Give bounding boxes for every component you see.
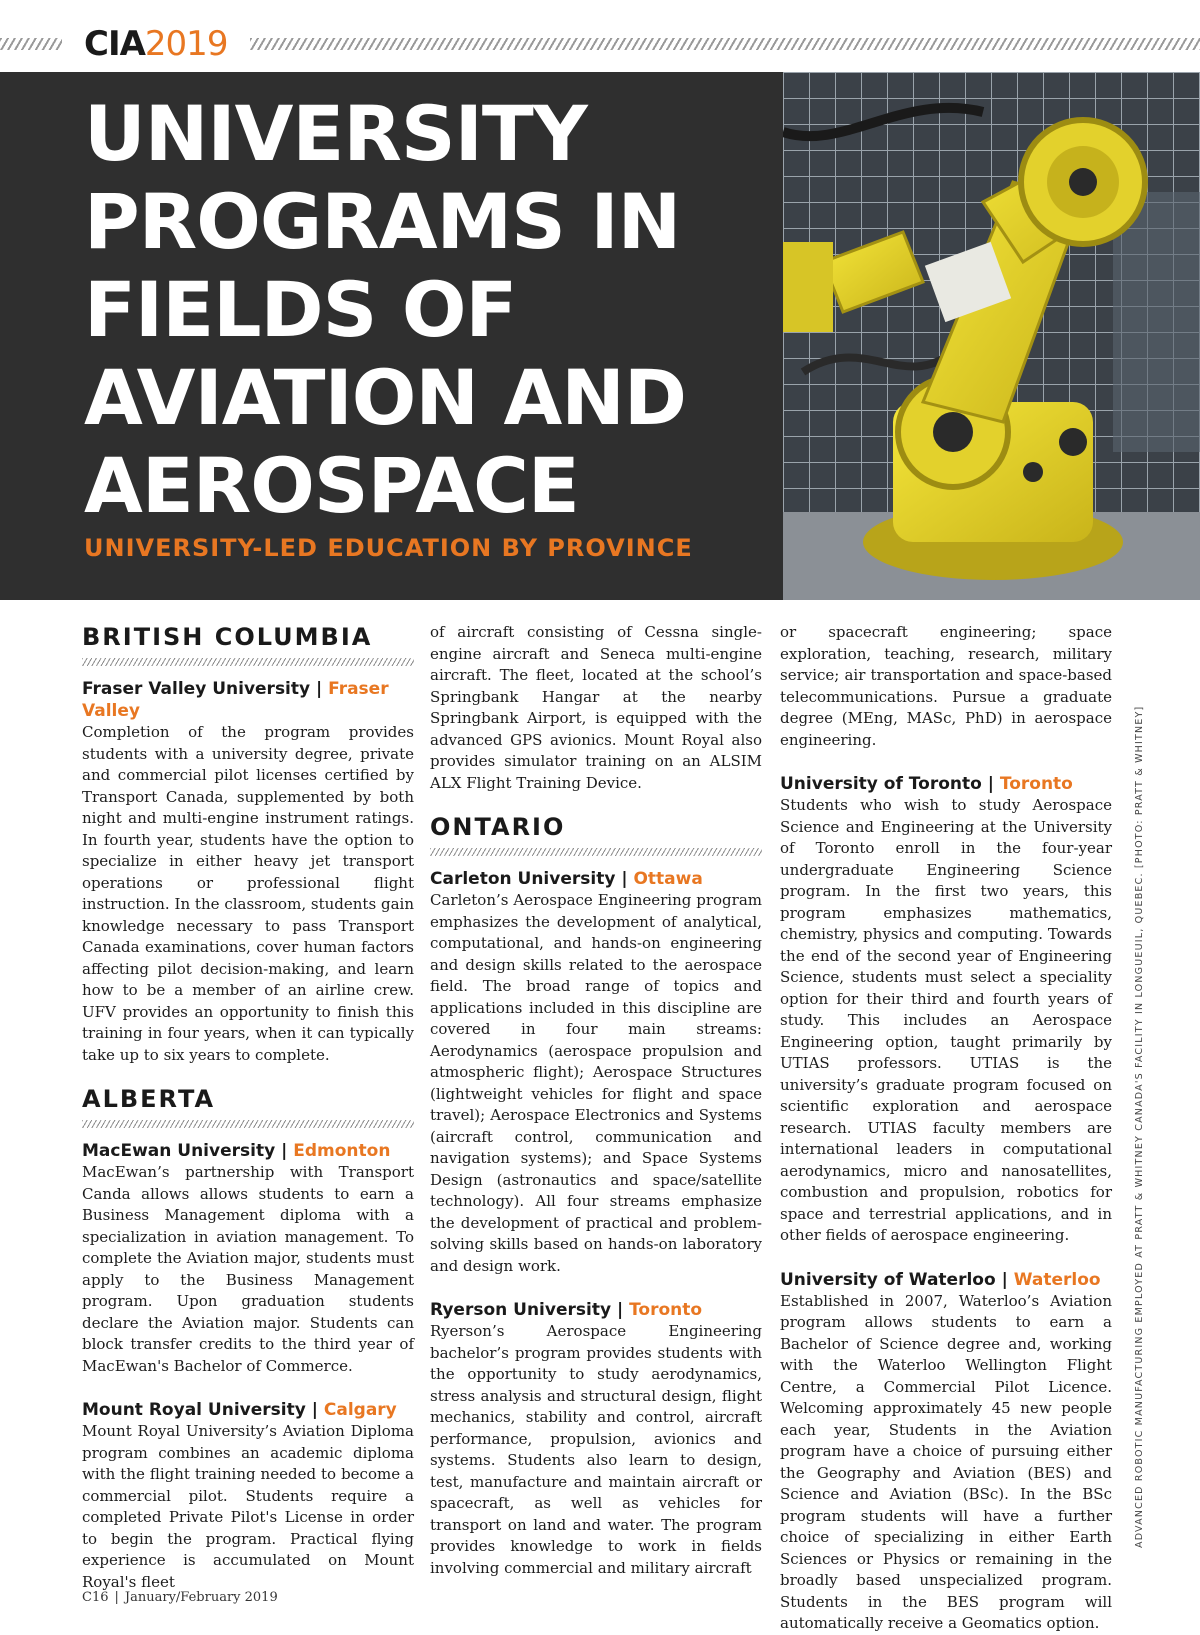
- spacer: [780, 751, 1112, 773]
- separator: |: [616, 1300, 624, 1320]
- article-column-2: [430, 622, 762, 1579]
- university-name: University of Waterloo: [780, 1269, 996, 1290]
- robotic-arm-photo: [783, 72, 1200, 600]
- article-column-1: [82, 622, 414, 1593]
- university-city: Toronto: [999, 774, 1073, 794]
- separator: |: [316, 679, 323, 699]
- page-title: UNIVERSITY PROGRAMS IN FIELDS OF AVIATION AND AEROSPACE: [84, 89, 686, 530]
- section-rule: [430, 848, 762, 856]
- province-heading-bc: BRITISH COLUMBIA: [82, 623, 373, 651]
- separator: |: [281, 1141, 288, 1161]
- page-footer: [82, 1590, 278, 1605]
- issue-date: January/February 2019: [124, 1590, 278, 1605]
- university-name: Ryerson University: [430, 1300, 612, 1320]
- separator: |: [987, 774, 994, 794]
- program-description: Completion of the program provides students with a university degree, private and commercial pilot licenses certified by Transport Canada, supplemented by both night and multi-engine instrument ratings. In fourth year, students have the option to specialize in either heavy jet transport operations or professional flight instruction. In the classroom, students gain knowledge necessary to pass Transport Canada examinations, cover human factors affecting pilot decision-making, and learn how to be a member of an airline crew. UFV provides an opportunity to finish this training in four years, when it can typically take up to six years to complete.: [82, 723, 414, 1064]
- university-name: Mount Royal University: [82, 1400, 306, 1420]
- university-city: Ottawa: [633, 869, 703, 889]
- university-city: Edmonton: [293, 1141, 391, 1161]
- footer-separator: |: [114, 1590, 119, 1605]
- program-description: Ryerson’s Aerospace Engineering bachelor’s program provides students with the opportunity to study aerodynamics, stress analysis and structural design, flight mechanics, stability and control, aircraft performance, propulsion, avionics and systems. Students also learn to design, test, manufacture and maintain aircraft or spacecraft, as well as vehicles for transport on land and water. The program provides knowledge to work in fields involving commercial and military aircraft: [430, 1322, 762, 1577]
- program-description: Mount Royal University’s Aviation Diploma program combines an academic diploma with the flight training needed to become a commercial pilot. Students require a completed Private Pilot's License in order to begin the program. Practical flying experience is accumulated on Mount Royal's fleet: [82, 1422, 414, 1591]
- university-name: Fraser Valley University: [82, 679, 311, 699]
- university-city: Fraser Valley: [82, 679, 389, 721]
- program-description: Students who wish to study Aerospace Science and Engineering at the University of Toronto enroll in the four-year undergraduate Engineering Science program. In the first two years, this program emphasizes mathematics, chemistry, physics and computing. Towards the end of the second year of Engineering Science, students must select a speciality option for their third and fourth years of study. This includes an Aerospace Engineering option, taught primarily by UTIAS professors. UTIAS is the university’s graduate program focused on scientific exploration and aerospace research. UTIAS faculty members are international leaders in computational aerodynamics, micro and nanosatellites, combustion and propulsion, robotics for space and terrestrial applications, and in other fields of aerospace engineering.: [780, 796, 1112, 1244]
- program-description: Carleton’s Aerospace Engineering program emphasizes the development of analytical, computational, and hands-on engineering and design skills related to the aerospace field. The broad range of topics and applications included in this discipline are covered in four main streams: Aerodynamics (aerospace propulsion and atmospheric flight); Aerospace Structures (lightweight vehicles for flight and space travel); Aerospace Electronics and Systems (aircraft control, communication and navigation systems); and Space Systems Design (astronautics and space/satellite technology). All four streams emphasize the development of practical and problem-solving skills based on hands-on laboratory and design work.: [430, 891, 762, 1275]
- separator: |: [1001, 1269, 1008, 1290]
- university-heading-toronto: [780, 773, 1112, 795]
- masthead: [0, 0, 1200, 72]
- program-description-continued: of aircraft consisting of Cessna single-engine aircraft and Seneca multi-engine aircraft. The fleet, located at the school’s Springbank Hangar at the nearby Springbank Airport, is equipped with the advanced GPS avionics. Mount Royal also provides simulator training on an ALSIM ALX Flight Training Device.: [430, 623, 762, 792]
- brand-logo: [84, 24, 227, 64]
- university-name: University of Toronto: [780, 774, 982, 794]
- province-heading-alberta: ALBERTA: [82, 1085, 216, 1113]
- section-rule: [82, 658, 414, 666]
- university-heading-macewan: [82, 1140, 414, 1162]
- spacer: [82, 1377, 414, 1399]
- separator: |: [621, 869, 628, 889]
- section-rule: [82, 1120, 414, 1128]
- university-heading-fraser-valley: [82, 678, 414, 722]
- spacer: [82, 1066, 414, 1084]
- hero-banner: [0, 72, 1200, 600]
- separator: |: [311, 1400, 318, 1420]
- province-heading-ontario: ONTARIO: [430, 813, 566, 841]
- program-description-continued: or spacecraft engineering; space exploration, teaching, research, military service; air transportation and space-based telecommunications. Pursue a graduate degree (MEng, MASc, PhD) in aerospace engineering.: [780, 623, 1112, 749]
- brand-year: 2019: [144, 24, 228, 64]
- robot-illustration: [783, 72, 1200, 600]
- university-name: MacEwan University: [82, 1141, 276, 1161]
- university-city: Waterloo: [1013, 1269, 1101, 1290]
- university-heading-waterloo: [780, 1269, 1112, 1291]
- photo-credit: ADVANCED ROBOTIC MANUFACTURING EMPLOYED AT PRATT & WHITNEY CANADA'S FACILITY IN LONGUEUIL, QUEBEC. [PHOTO: PRATT & WHITNEY]: [1134, 705, 1145, 1548]
- article-column-3: [780, 622, 1112, 1635]
- university-heading-mount-royal: [82, 1399, 414, 1421]
- hatch-decoration-left: [0, 38, 62, 50]
- hatch-decoration-right: [250, 38, 1200, 50]
- program-description: MacEwan’s partnership with Transport Canda allows allows students to earn a Business Management diploma with a specialization in aviation management. To complete the Aviation major, students must apply to the Business Management program. Upon graduation students declare the Aviation major. Students can block transfer credits to the third year of MacEwan's Bachelor of Commerce.: [82, 1163, 414, 1375]
- spacer: [430, 1277, 762, 1299]
- spacer: [780, 1247, 1112, 1269]
- university-heading-ryerson: [430, 1299, 762, 1321]
- university-heading-carleton: [430, 868, 762, 890]
- brand-main: CIA: [84, 24, 145, 64]
- page-subtitle: UNIVERSITY-LED EDUCATION BY PROVINCE: [84, 534, 693, 562]
- page-number: C16: [82, 1590, 109, 1605]
- program-description: Established in 2007, Waterloo’s Aviation program allows students to earn a Bachelor of Science degree and, working with the Waterloo Wellington Flight Centre, a Commercial Pilot Licence. Welcoming approximately 45 new people each year, Students in the Aviation program have a choice of pursuing either the Geography and Aviation (BES) and Science and Aviation (BSc). In the BSc program students will have a further choice of specializing in either Earth Sciences or Physics or remaining in the broadly based unspecialized program. Students in the BES program will automatically receive a Geomatics option.: [780, 1291, 1112, 1632]
- university-city: Calgary: [323, 1400, 397, 1420]
- spacer: [430, 794, 762, 812]
- university-city: Toronto: [629, 1300, 703, 1320]
- university-name: Carleton University: [430, 869, 616, 889]
